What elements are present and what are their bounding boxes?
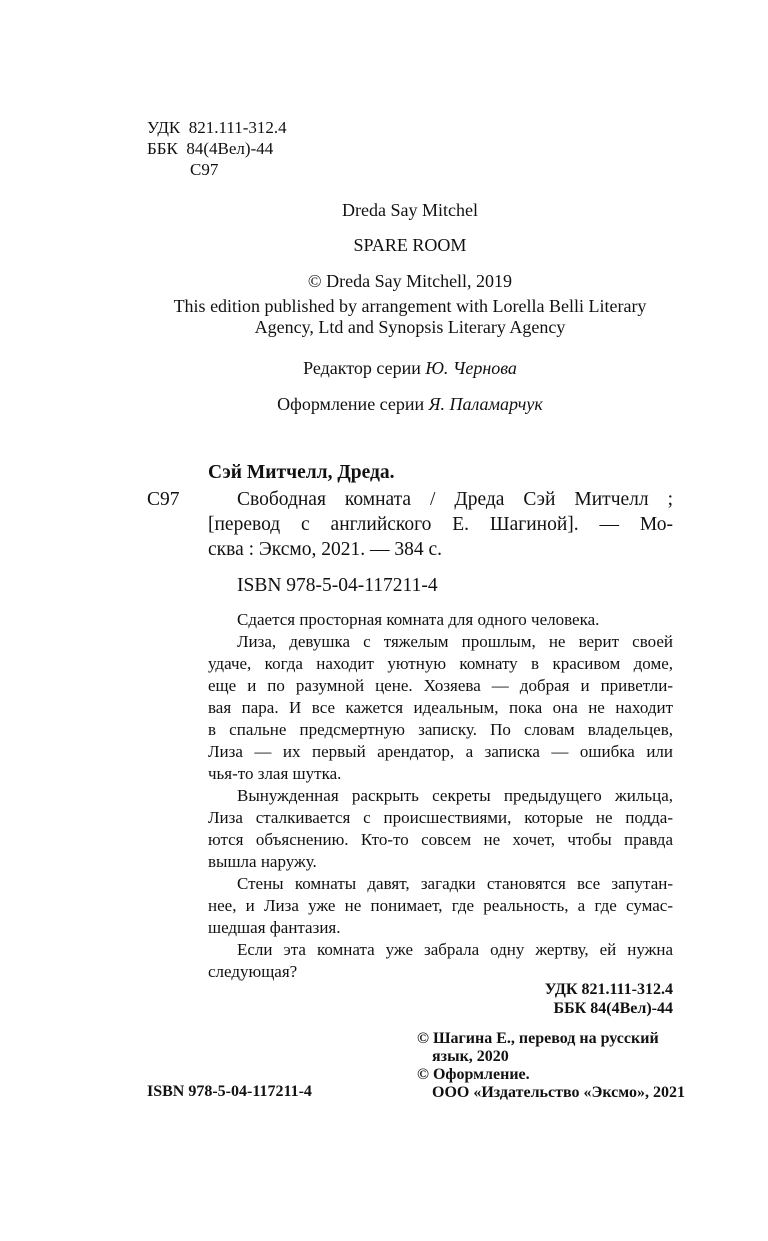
- edition-line-1: This edition published by arrangement with Lorella Belli Literary: [173, 296, 647, 316]
- original-copyright: © Dreda Say Mitchell, 2019: [307, 271, 513, 291]
- annotation-line: чья-то злая шутка.: [208, 764, 342, 783]
- bbk-line: [147, 138, 273, 160]
- annotation-line: Стены комнаты давят, загадки становятся все запутан-: [237, 874, 673, 893]
- annotation-line: вышла наружу.: [208, 852, 317, 871]
- footer-bbk: ББК 84(4Вел)-44: [553, 1000, 673, 1017]
- annotation-line: Лиза, девушка с тяжелым прошлым, не верит своей: [237, 632, 673, 651]
- original-author: Dreda Say Mitchel: [342, 200, 478, 220]
- annotation-line: Лиза сталкивается с происшествиями, которые не подда-: [208, 808, 673, 827]
- design-name: Я. Паламарчук: [428, 394, 543, 414]
- annotation-line: Если эта комната уже забрала одну жертву, ей нужна: [237, 940, 673, 959]
- udk-label: УДК: [147, 118, 181, 137]
- copyright-design-line-2: ООО «Издательство «Эксмо», 2021: [432, 1084, 685, 1101]
- copyright-translation-line-2: язык, 2020: [432, 1048, 509, 1065]
- annotation-line: шедшая фантазия.: [208, 918, 341, 937]
- design-label: Оформление серии: [277, 394, 429, 414]
- edition-line-2: Agency, Ltd and Synopsis Literary Agency: [254, 317, 566, 337]
- series-design: [120, 393, 700, 415]
- author-mark: С97: [190, 160, 219, 179]
- series-editor: [120, 357, 700, 379]
- original-title: SPARE ROOM: [353, 235, 467, 255]
- annotation-line: Лиза — их первый арендатор, а записка — ошибка или: [208, 742, 673, 761]
- copyright-translation-line-1: © Шагина Е., перевод на русский: [417, 1030, 659, 1047]
- footer-udk: УДК 821.111-312.4: [544, 981, 673, 998]
- annotation-line: Вынужденная раскрыть секреты предыдущего жильца,: [237, 786, 673, 805]
- annotation-line: вая пара. И все кажется идеальным, пока она не находит: [208, 698, 673, 717]
- annotation-line: ются объяснению. Кто-то совсем не хочет, чтобы правда: [208, 830, 673, 849]
- udk-value: 821.111-312.4: [188, 118, 287, 137]
- record-isbn: ISBN 978-5-04-117211-4: [237, 575, 438, 596]
- record-desc-line-2: [перевод с английского Е. Шагиной]. — Мо-: [208, 514, 673, 535]
- annotation-line: удаче, когда находит уютную комнату в красивом доме,: [208, 654, 673, 673]
- copyright-design-line-1: © Оформление.: [417, 1066, 530, 1083]
- editor-label: Редактор серии: [303, 358, 426, 378]
- footer-isbn: ISBN 978-5-04-117211-4: [147, 1083, 312, 1100]
- bbk-label: ББК: [147, 139, 178, 158]
- editor-name: Ю. Чернова: [425, 358, 517, 378]
- bbk-value: 84(4Вел)-44: [186, 139, 274, 158]
- annotation-line: в спальне предсмертную записку. По словам владельцев,: [208, 720, 673, 739]
- record-desc-line-3: сква : Эксмо, 2021. — 384 с.: [208, 539, 443, 560]
- annotation-line: еще и по разумной цене. Хозяева — добрая и приветли-: [208, 676, 673, 695]
- annotation-line: следующая?: [208, 962, 298, 981]
- annotation-line: нее, и Лиза уже не понимает, где реальность, а где сумас-: [208, 896, 673, 915]
- annotation-line: Сдается просторная комната для одного человека.: [237, 610, 600, 629]
- record-mark: С97: [147, 489, 180, 510]
- record-heading: Сэй Митчелл, Дреда.: [208, 462, 395, 483]
- udk-line: [147, 117, 287, 139]
- record-desc-line-1: Свободная комната / Дреда Сэй Митчелл ;: [237, 489, 673, 510]
